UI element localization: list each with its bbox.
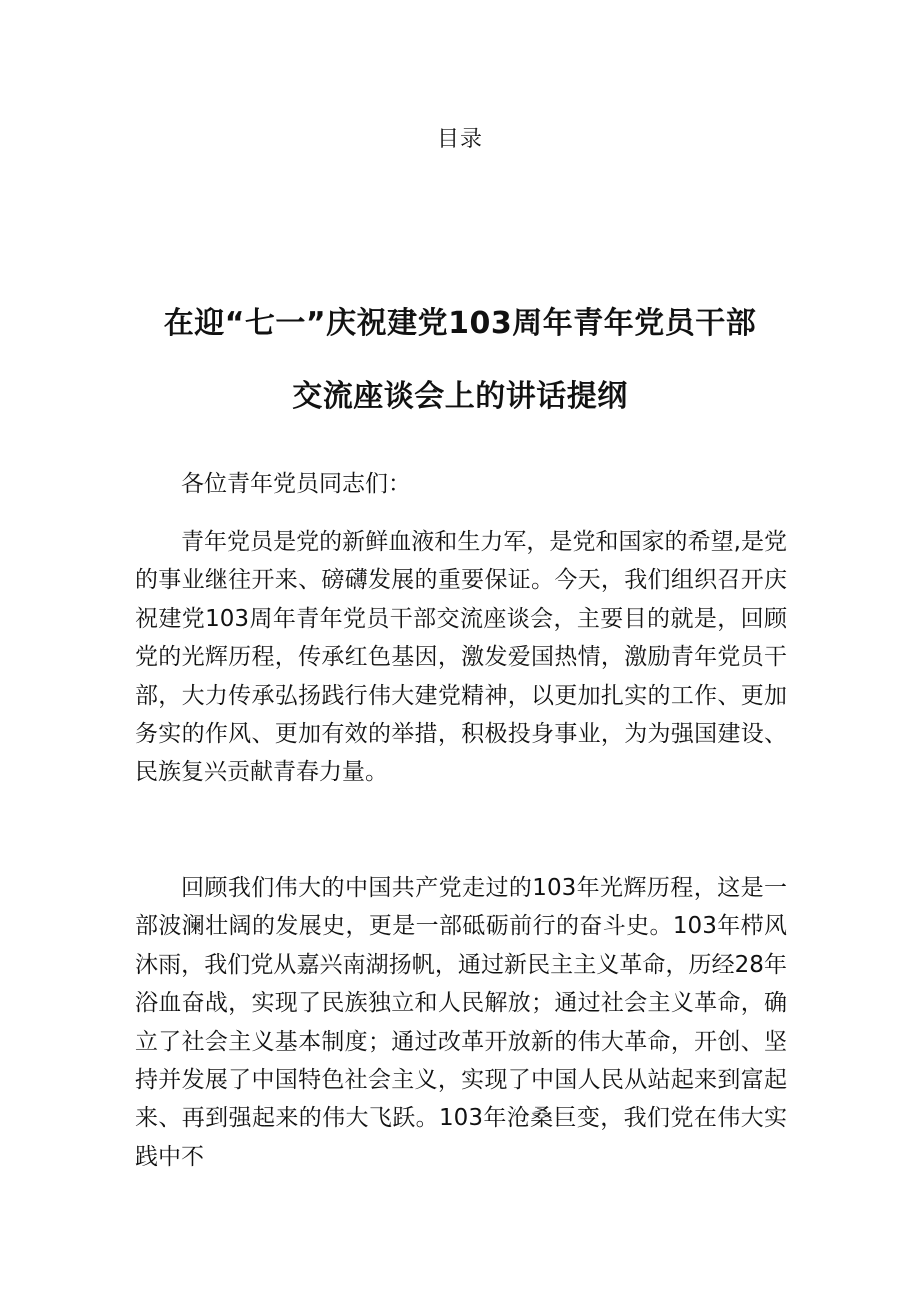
document-title-line-2: 交流座谈会上的讲话提纲 bbox=[292, 379, 628, 414]
document-title-line-1: 在迎“七一”庆祝建党103周年青年党员干部 bbox=[163, 306, 757, 341]
greeting: 各位青年党员同志们： bbox=[181, 471, 411, 497]
body-paragraph-1: 青年党员是党的新鲜血液和生力军，是党和国家的希望,是党的事业继往开来、磅礴发展的重要保证。今天，我们组织召开庆祝建党103周年青年党员干部交流座谈会，主要目的就是，回顾党的光辉历程，传承红色基因，激发爱国热情，激励青年党员干部，大力传承弘扬践行伟大建党精神，以更加扎实的工作、更加务实的作风、更加有效的举措，积极投身事业，为为强国建设、民族复兴贡献青春力量。 bbox=[135, 529, 787, 786]
toc-heading: 目录 bbox=[436, 127, 483, 152]
body-paragraph-2: 回顾我们伟大的中国共产党走过的103年光辉历程，这是一部波澜壮阔的发展史，更是一部砥砺前行的奋斗史。103年栉风沐雨，我们党从嘉兴南湖扬帆，通过新民主主义革命，历经28年浴血奋战，实现了民族独立和人民解放；通过社会主义革命，确立了社会主义基本制度；通过改革开放新的伟大革命，开创、坚持并发展了中国特色社会主义，实现了中国人民从站起来到富起来、再到强起来的伟大飞跃。103年沧桑巨变，我们党在伟大实践中不 bbox=[135, 875, 787, 1170]
